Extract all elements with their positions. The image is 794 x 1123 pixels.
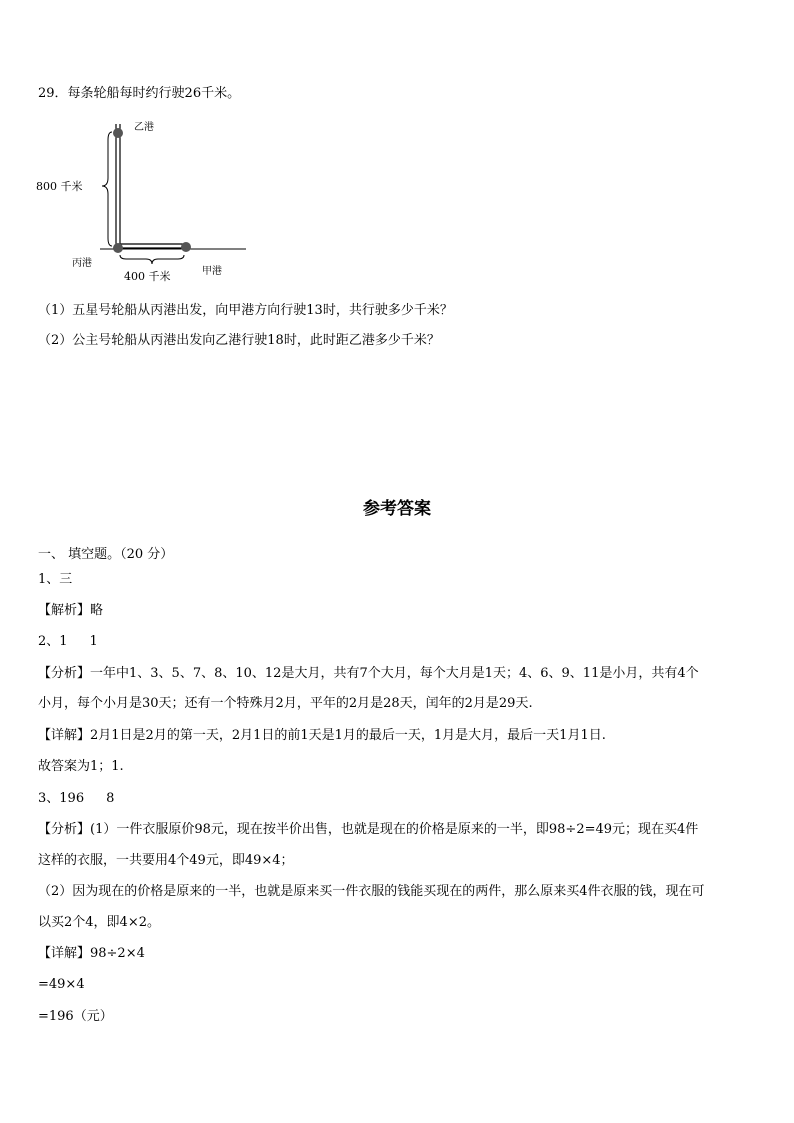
answer-2-analysis-line-2: 小月，每个小月是30天；还有一个特殊月2月，平年的2月是28天，闰年的2月是29天. [38, 696, 533, 711]
vertical-distance-label: 800 千米 [36, 180, 83, 193]
answers-title: 参考答案 [363, 499, 431, 519]
answer-3 [38, 791, 114, 807]
port-a-label: 甲港 [202, 266, 222, 277]
horizontal-brace [120, 255, 184, 264]
port-c-dot [113, 243, 123, 253]
horizontal-distance-label: 400 千米 [124, 270, 171, 283]
section-1-heading: 一、 填空题。（20 分） [38, 547, 174, 562]
answer-2-detail: 【详解】2月1日是2月的第一天，2月1日的前1天是1月的最后一天，1月是大月，最后一天1月1日. [38, 728, 606, 743]
port-b-label: 乙港 [134, 122, 154, 133]
answer-1-note: 【解析】略 [38, 603, 104, 618]
port-a-dot [181, 242, 191, 252]
port-route-diagram [30, 112, 260, 290]
answer-3-analysis-line-1: 【分析】(1）一件衣服原价98元，现在按半价出售，也就是现在的价格是原来的一半，即98÷2=49元；现在买4件 [38, 822, 699, 837]
question-29-part-1: （1）五星号轮船从丙港出发，向甲港方向行驶13时，共行驶多少千米？ [38, 303, 453, 318]
answer-1: 1、三 [38, 572, 73, 587]
answer-3-analysis-line-2: 这样的衣服，一共要用4个49元，即49×4； [38, 853, 294, 868]
answer-3-detail-line-3: =196（元） [38, 1009, 113, 1024]
answer-3-analysis-line-4: 以买2个4，即4×2。 [38, 915, 160, 930]
port-c-label: 丙港 [72, 258, 92, 269]
answer-3-detail-line-2: =49×4 [38, 977, 85, 992]
answer-2 [38, 634, 98, 650]
answer-3-detail-line-1: 【详解】98÷2×4 [38, 946, 145, 961]
question-29-part-2: （2）公主号轮船从丙港出发向乙港行驶18时，此时距乙港多少千米？ [38, 333, 440, 348]
port-b-dot [113, 128, 123, 138]
answer-2-conclusion: 故答案为1；1. [38, 759, 124, 774]
answer-3-analysis-line-3: （2）因为现在的价格是原来的一半，也就是原来买一件衣服的钱能买现在的两件，那么原来买4件衣服的钱，现在可 [38, 884, 705, 899]
answer-3-number: 3、196 [38, 791, 85, 806]
answer-2-analysis-line-1: 【分析】一年中1、3、5、7、8、10、12是大月，共有7个大月，每个大月是1天；4、6、9、11是小月，共有4个 [38, 666, 699, 681]
answer-2-value: 1 [89, 634, 98, 649]
question-29-header: 29．每条轮船每时约行驶26千米。 [38, 86, 241, 101]
answer-2-number: 2、1 [38, 634, 68, 649]
vertical-brace [102, 132, 112, 246]
answer-3-value: 8 [106, 791, 115, 806]
